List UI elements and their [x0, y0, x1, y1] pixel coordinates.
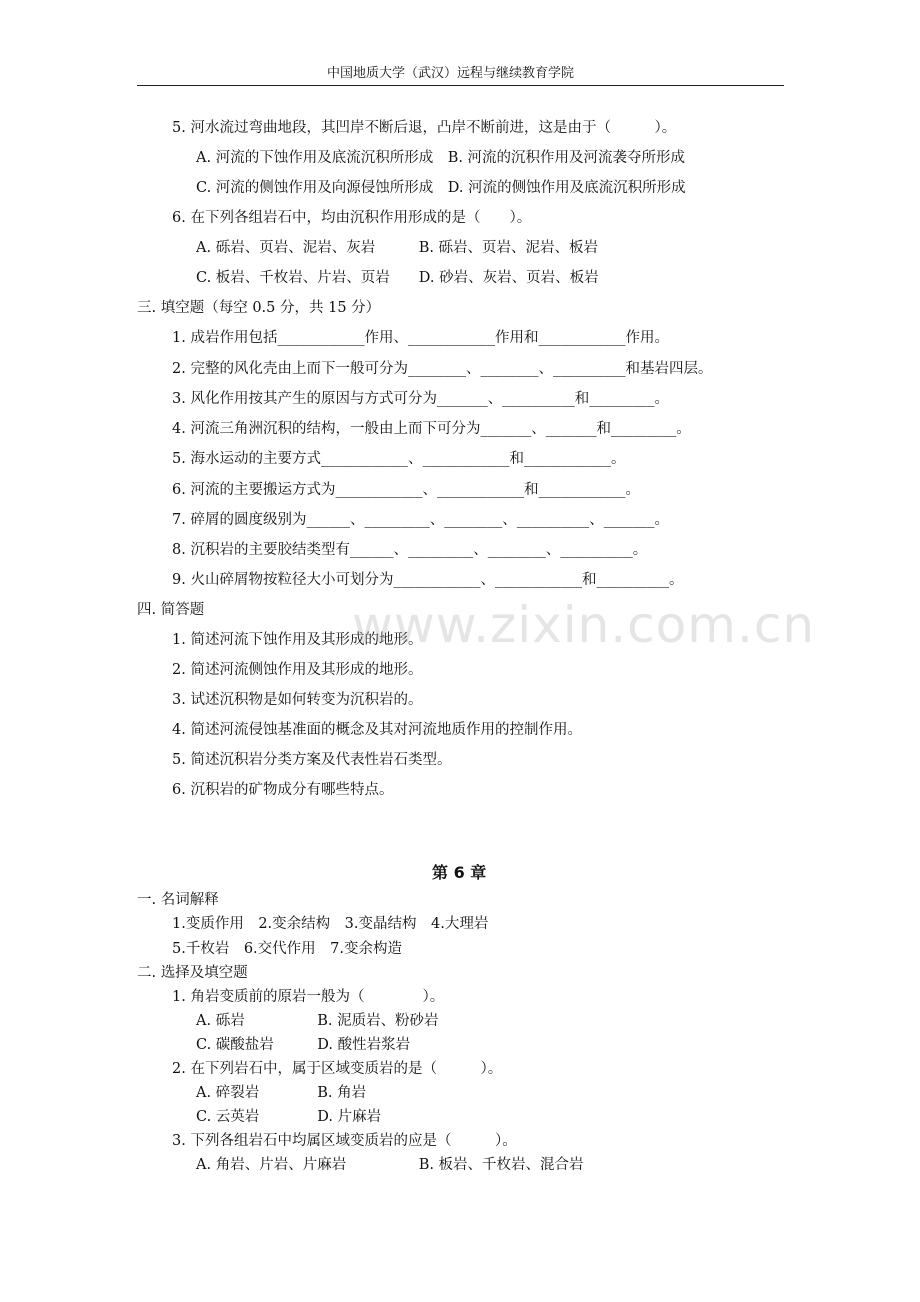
- question-text: 5. 海水运动的主要方式____________、____________和____________。: [172, 451, 626, 467]
- question-text: 6. 沉积岩的矿物成分有哪些特点。: [172, 782, 394, 798]
- section-heading: 四. 简答题: [137, 602, 205, 618]
- option-line: A. 砾岩 B. 泥质岩、粉砂岩: [196, 1013, 439, 1029]
- question-text: 8. 沉积岩的主要胶结类型有______、_________、________、__________。: [172, 542, 648, 558]
- chapter-title: 第 6 章: [432, 863, 487, 882]
- question-text: 1. 角岩变质前的原岩一般为（ ）。: [172, 989, 445, 1005]
- option-line: C. 云英岩 D. 片麻岩: [196, 1109, 382, 1125]
- question-text: 1. 简述河流下蚀作用及其形成的地形。: [172, 632, 423, 648]
- watermark: www.zixin.com.cn: [352, 596, 816, 654]
- option-line: C. 板岩、千枚岩、片岩、页岩 D. 砂岩、灰岩、页岩、板岩: [196, 270, 599, 286]
- question-text: 9. 火山碎屑物按粒径大小可划分为____________、____________和__________。: [172, 572, 684, 588]
- section-heading: 一. 名词解释: [137, 892, 219, 908]
- section-heading: 三. 填空题（每空 0.5 分，共 15 分）: [137, 300, 381, 316]
- question-text: 3. 试述沉积物是如何转变为沉积岩的。: [172, 692, 423, 708]
- option-line: A. 碎裂岩 B. 角岩: [196, 1085, 367, 1101]
- term-list: 1.变质作用 2.变余结构 3.变晶结构 4.大理岩: [172, 916, 489, 932]
- question-text: 4. 河流三角洲沉积的结构，一般由上而下可分为_______、_______和_________。: [172, 421, 691, 437]
- question-text: 7. 碎屑的圆度级别为______、_________、________、__________、_______。: [172, 512, 669, 528]
- term-list: 5.千枚岩 6.交代作用 7.变余构造: [172, 941, 403, 957]
- question-text: 1. 成岩作用包括____________作用、____________作用和____________作用。: [172, 330, 669, 346]
- header-rule: [137, 85, 784, 86]
- question-text: 4. 简述河流侵蚀基准面的概念及其对河流地质作用的控制作用。: [172, 722, 582, 738]
- question-text: 3. 下列各组岩石中均属区域变质岩的应是（ ）。: [172, 1133, 517, 1149]
- question-text: 2. 简述河流侧蚀作用及其形成的地形。: [172, 662, 423, 678]
- question-text: 6. 河流的主要搬运方式为____________、____________和____________。: [172, 482, 640, 498]
- page-header: 中国地质大学（武汉）远程与继续教育学院: [327, 66, 575, 81]
- option-line: A. 角岩、片岩、片麻岩 B. 板岩、千枚岩、混合岩: [196, 1157, 584, 1173]
- question-text: 2. 在下列岩石中，属于区域变质岩的是（ ）。: [172, 1061, 503, 1077]
- option-line: A. 河流的下蚀作用及底流沉积所形成 B. 河流的沉积作用及河流袭夺所形成: [196, 150, 686, 166]
- option-line: C. 河流的侧蚀作用及向源侵蚀所形成 D. 河流的侧蚀作用及底流沉积所形成: [196, 180, 686, 196]
- question-text: 2. 完整的风化壳由上而下一般可分为________、________、__________和基岩四层。: [172, 361, 713, 377]
- question-text: 6. 在下列各组岩石中，均由沉积作用形成的是（ ）。: [172, 210, 532, 226]
- question-text: 5. 简述沉积岩分类方案及代表性岩石类型。: [172, 752, 452, 768]
- section-heading: 二. 选择及填空题: [137, 965, 248, 981]
- option-line: C. 碳酸盐岩 D. 酸性岩浆岩: [196, 1037, 411, 1053]
- question-text: 3. 风化作用按其产生的原因与方式可分为_______、__________和_________。: [172, 391, 669, 407]
- option-line: A. 砾岩、页岩、泥岩、灰岩 B. 砾岩、页岩、泥岩、板岩: [196, 240, 599, 256]
- question-text: 5. 河水流过弯曲地段，其凹岸不断后退，凸岸不断前进，这是由于（ ）。: [172, 120, 677, 136]
